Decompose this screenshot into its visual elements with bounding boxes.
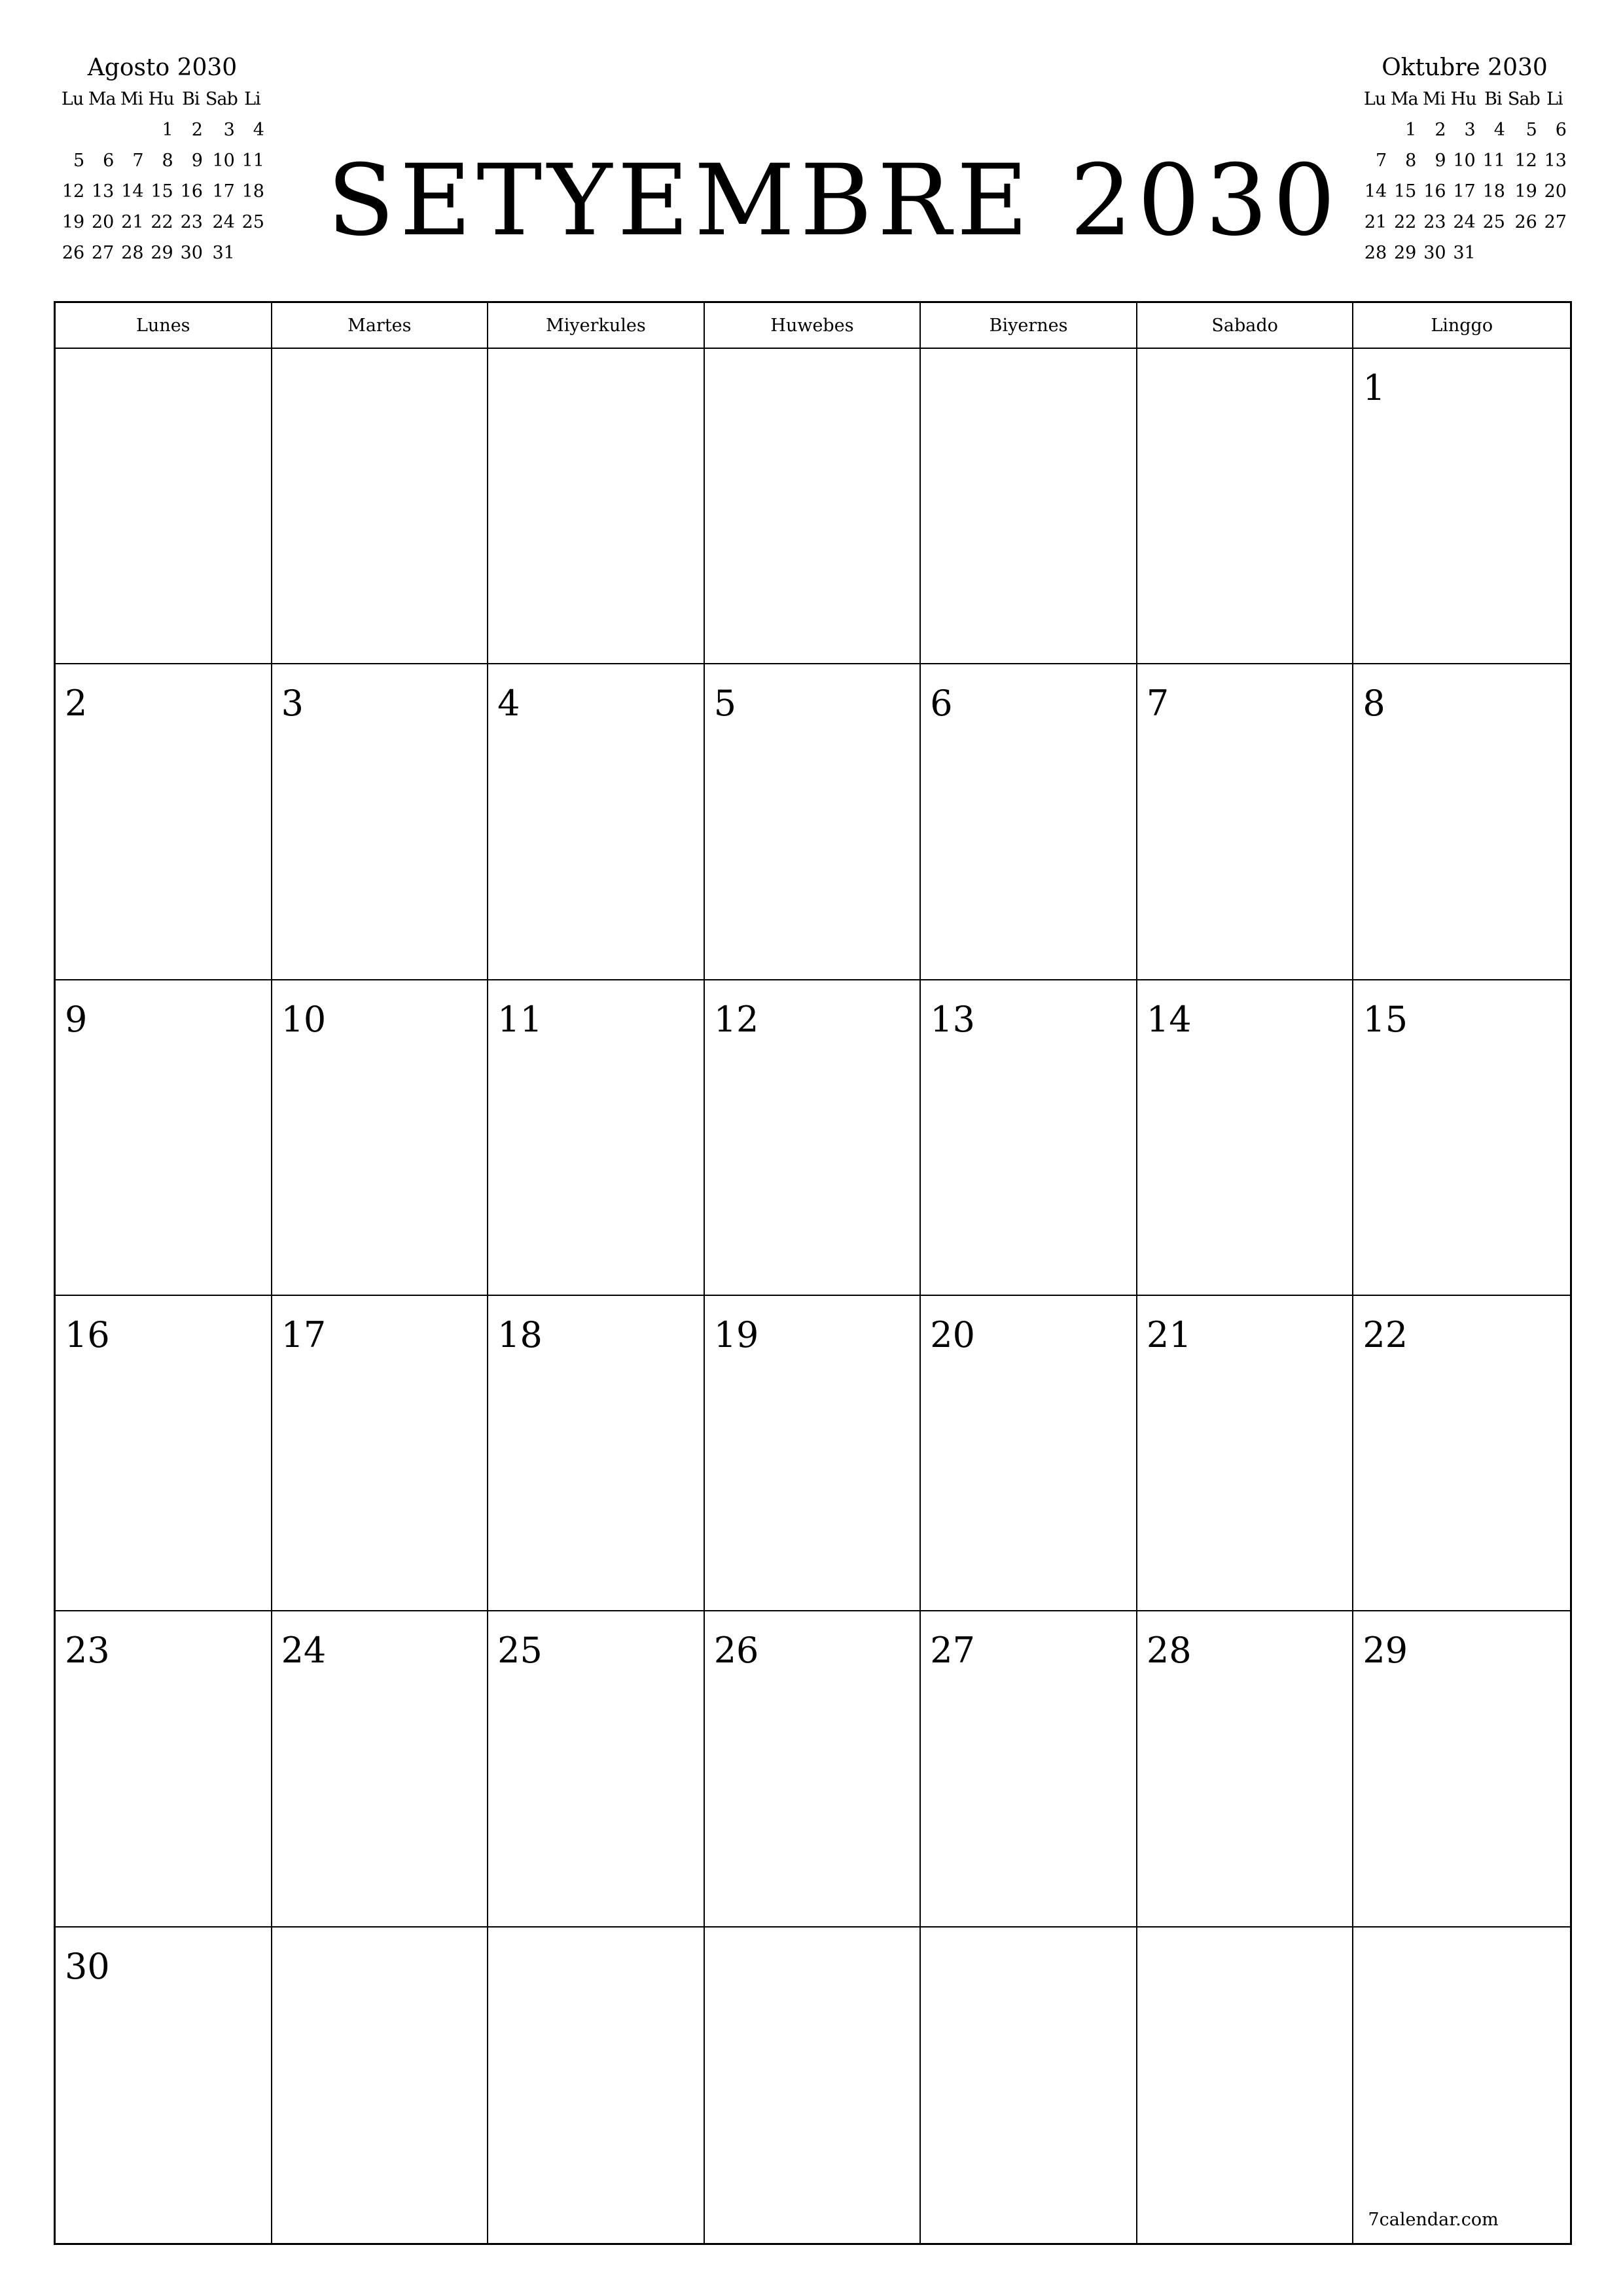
- mini-weekday-label: Hu: [148, 89, 174, 109]
- day-number: 30: [65, 1945, 110, 1987]
- weekday-header: Lunes: [56, 303, 272, 349]
- mini-day: 6: [103, 151, 115, 171]
- mini-day: 23: [1423, 212, 1446, 232]
- mini-day: 30: [1423, 243, 1446, 263]
- day-number: 15: [1363, 998, 1408, 1040]
- mini-day: 16: [180, 181, 203, 202]
- day-number: 10: [281, 998, 327, 1040]
- mini-day: 8: [1405, 151, 1417, 171]
- mini-weekday-label: Sab: [1507, 89, 1540, 109]
- weekday-header: Biyernes: [921, 303, 1137, 349]
- day-number: 4: [497, 683, 520, 725]
- mini-day: 1: [162, 120, 173, 140]
- weekday-header: Huwebes: [705, 303, 921, 349]
- day-cell: [488, 1296, 705, 1611]
- day-cell: [921, 1296, 1137, 1611]
- day-number: 25: [497, 1630, 543, 1672]
- mini-day: [116, 115, 146, 145]
- day-cell: [1137, 664, 1354, 980]
- mini-day: 21: [1364, 212, 1387, 232]
- day-cell: [1353, 1611, 1570, 1927]
- mini-weekday-label: Ma: [88, 89, 116, 109]
- mini-day: 18: [1482, 181, 1505, 202]
- mini-day: [58, 115, 87, 145]
- day-cell: [272, 980, 489, 1296]
- mini-weekday-label: Li: [1546, 89, 1563, 109]
- weekday-header: Linggo: [1353, 303, 1570, 349]
- mini-day: 20: [92, 212, 115, 232]
- mini-day: 29: [1394, 243, 1417, 263]
- mini-day: 31: [212, 243, 235, 263]
- mini-day: 11: [241, 151, 264, 171]
- mini-calendar-title: Oktubre 2030: [1382, 54, 1548, 81]
- day-number: 7: [1146, 683, 1169, 725]
- day-number: 9: [65, 998, 88, 1040]
- mini-weekday-label: Sab: [205, 89, 238, 109]
- mini-weekday-label: Hu: [1450, 89, 1476, 109]
- mini-weekday-label: Mi: [120, 89, 143, 109]
- mini-day: 28: [121, 243, 144, 263]
- day-cell: [56, 664, 272, 980]
- mini-day: [238, 238, 267, 268]
- day-number: 13: [930, 998, 975, 1040]
- mini-day: 14: [121, 181, 144, 202]
- day-cell: [705, 349, 921, 664]
- mini-day: 9: [1435, 151, 1446, 171]
- mini-day: 18: [241, 181, 264, 202]
- mini-day: 2: [1435, 120, 1446, 140]
- day-number: 24: [281, 1630, 327, 1672]
- day-number: 2: [65, 683, 88, 725]
- mini-day: 1: [1405, 120, 1417, 140]
- day-cell: [1353, 980, 1570, 1296]
- mini-day: 15: [1394, 181, 1417, 202]
- day-cell: [705, 980, 921, 1296]
- day-cell: [1353, 1928, 1570, 2243]
- mini-day: 5: [73, 151, 85, 171]
- mini-day: 26: [62, 243, 85, 263]
- day-cell: [705, 1611, 921, 1927]
- mini-day: 22: [151, 212, 173, 232]
- mini-day: 3: [1464, 120, 1476, 140]
- mini-day: 12: [62, 181, 85, 202]
- mini-day: 17: [212, 181, 235, 202]
- day-cell: [1353, 664, 1570, 980]
- day-cell: [921, 349, 1137, 664]
- mini-day: [1478, 238, 1508, 268]
- mini-calendar-title: Agosto 2030: [87, 54, 238, 81]
- day-cell: [1137, 980, 1354, 1296]
- day-cell: [272, 1611, 489, 1927]
- mini-day: 19: [1514, 181, 1537, 202]
- mini-day: 4: [1493, 120, 1505, 140]
- mini-day: 13: [92, 181, 115, 202]
- mini-day: 12: [1514, 151, 1537, 171]
- day-cell: [272, 349, 489, 664]
- mini-calendar-grid: [58, 84, 267, 268]
- day-number: 26: [713, 1630, 759, 1672]
- mini-day: 24: [1453, 212, 1476, 232]
- day-number: 12: [713, 998, 759, 1040]
- day-cell: [921, 664, 1137, 980]
- mini-day: 7: [1375, 151, 1387, 171]
- mini-day: 31: [1453, 243, 1476, 263]
- day-cell: [705, 664, 921, 980]
- day-cell: [56, 349, 272, 664]
- mini-day: 24: [212, 212, 235, 232]
- mini-day: 21: [121, 212, 144, 232]
- mini-day: 16: [1423, 181, 1446, 202]
- mini-day: 15: [151, 181, 173, 202]
- mini-day: 27: [92, 243, 115, 263]
- mini-day: 4: [253, 120, 264, 140]
- day-number: 21: [1146, 1314, 1192, 1355]
- day-cell: [921, 980, 1137, 1296]
- day-number: 1: [1363, 367, 1385, 408]
- day-cell: [56, 1611, 272, 1927]
- day-number: 8: [1363, 683, 1385, 725]
- day-cell: [1137, 1296, 1354, 1611]
- mini-day: 17: [1453, 181, 1476, 202]
- mini-day: 30: [180, 243, 203, 263]
- day-cell: [272, 664, 489, 980]
- mini-weekday-label: Bi: [1484, 89, 1502, 109]
- mini-weekday-label: Bi: [182, 89, 200, 109]
- page-title: SETYEMBRE 2030: [327, 144, 1341, 258]
- day-cell: [488, 349, 705, 664]
- mini-day: 7: [132, 151, 144, 171]
- day-cell: [1353, 1296, 1570, 1611]
- weekday-header: Sabado: [1137, 303, 1354, 349]
- mini-day: 26: [1514, 212, 1537, 232]
- day-cell: [56, 1296, 272, 1611]
- mini-weekday-label: Mi: [1422, 89, 1446, 109]
- mini-day: 29: [151, 243, 173, 263]
- mini-day: [1360, 115, 1389, 145]
- day-cell: [705, 1928, 921, 2243]
- day-cell: [488, 1611, 705, 1927]
- day-number: 18: [497, 1314, 543, 1355]
- mini-weekday-label: Li: [244, 89, 260, 109]
- day-cell: [1137, 1928, 1354, 2243]
- mini-day: [1508, 238, 1540, 268]
- day-cell: [56, 1928, 272, 2243]
- day-number: 29: [1363, 1630, 1408, 1672]
- mini-day: 9: [191, 151, 203, 171]
- mini-day: [1540, 238, 1569, 268]
- mini-weekday-label: Lu: [1363, 89, 1386, 109]
- day-number: 22: [1363, 1314, 1408, 1355]
- day-cell: [488, 980, 705, 1296]
- weekday-header: Miyerkules: [488, 303, 705, 349]
- day-number: 20: [930, 1314, 975, 1355]
- day-number: 14: [1146, 998, 1192, 1040]
- mini-day: 5: [1525, 120, 1537, 140]
- day-cell: [272, 1296, 489, 1611]
- day-number: 3: [281, 683, 304, 725]
- mini-day: 6: [1555, 120, 1567, 140]
- day-cell: [1137, 349, 1354, 664]
- mini-day: 27: [1544, 212, 1567, 232]
- mini-day: 8: [162, 151, 173, 171]
- mini-calendar-previous: [58, 52, 267, 268]
- mini-day: [87, 115, 116, 145]
- day-cell: [1353, 349, 1570, 664]
- mini-day: 14: [1364, 181, 1387, 202]
- day-cell: [705, 1296, 921, 1611]
- day-cell: [1137, 1611, 1354, 1927]
- mini-day: 20: [1544, 181, 1567, 202]
- day-number: 23: [65, 1630, 110, 1672]
- mini-day: 19: [62, 212, 85, 232]
- mini-day: 23: [180, 212, 203, 232]
- mini-day: 2: [191, 120, 203, 140]
- day-cell: [272, 1928, 489, 2243]
- day-cell: [488, 1928, 705, 2243]
- mini-weekday-label: Ma: [1390, 89, 1418, 109]
- mini-weekday-label: Lu: [61, 89, 84, 109]
- mini-day: 28: [1364, 243, 1387, 263]
- mini-day: 25: [1482, 212, 1505, 232]
- day-cell: [921, 1928, 1137, 2243]
- mini-calendar-next: [1360, 52, 1569, 268]
- weekday-header: Martes: [272, 303, 489, 349]
- day-number: 19: [713, 1314, 759, 1355]
- mini-day: 10: [1453, 151, 1476, 171]
- calendar-grid: [54, 301, 1572, 2245]
- mini-day: 3: [223, 120, 235, 140]
- mini-day: 13: [1544, 151, 1567, 171]
- day-cell: [921, 1611, 1137, 1927]
- site-credit: 7calendar.com: [1368, 2210, 1499, 2230]
- day-number: 5: [713, 683, 737, 725]
- day-number: 11: [497, 998, 543, 1040]
- mini-day: 25: [241, 212, 264, 232]
- day-number: 6: [930, 683, 953, 725]
- day-number: 16: [65, 1314, 110, 1355]
- mini-calendar-grid: [1360, 84, 1569, 268]
- mini-day: 22: [1394, 212, 1417, 232]
- day-cell: [488, 664, 705, 980]
- day-number: 27: [930, 1630, 975, 1672]
- mini-day: 11: [1482, 151, 1505, 171]
- day-number: 28: [1146, 1630, 1192, 1672]
- day-cell: [56, 980, 272, 1296]
- mini-day: 10: [212, 151, 235, 171]
- day-number: 17: [281, 1314, 327, 1355]
